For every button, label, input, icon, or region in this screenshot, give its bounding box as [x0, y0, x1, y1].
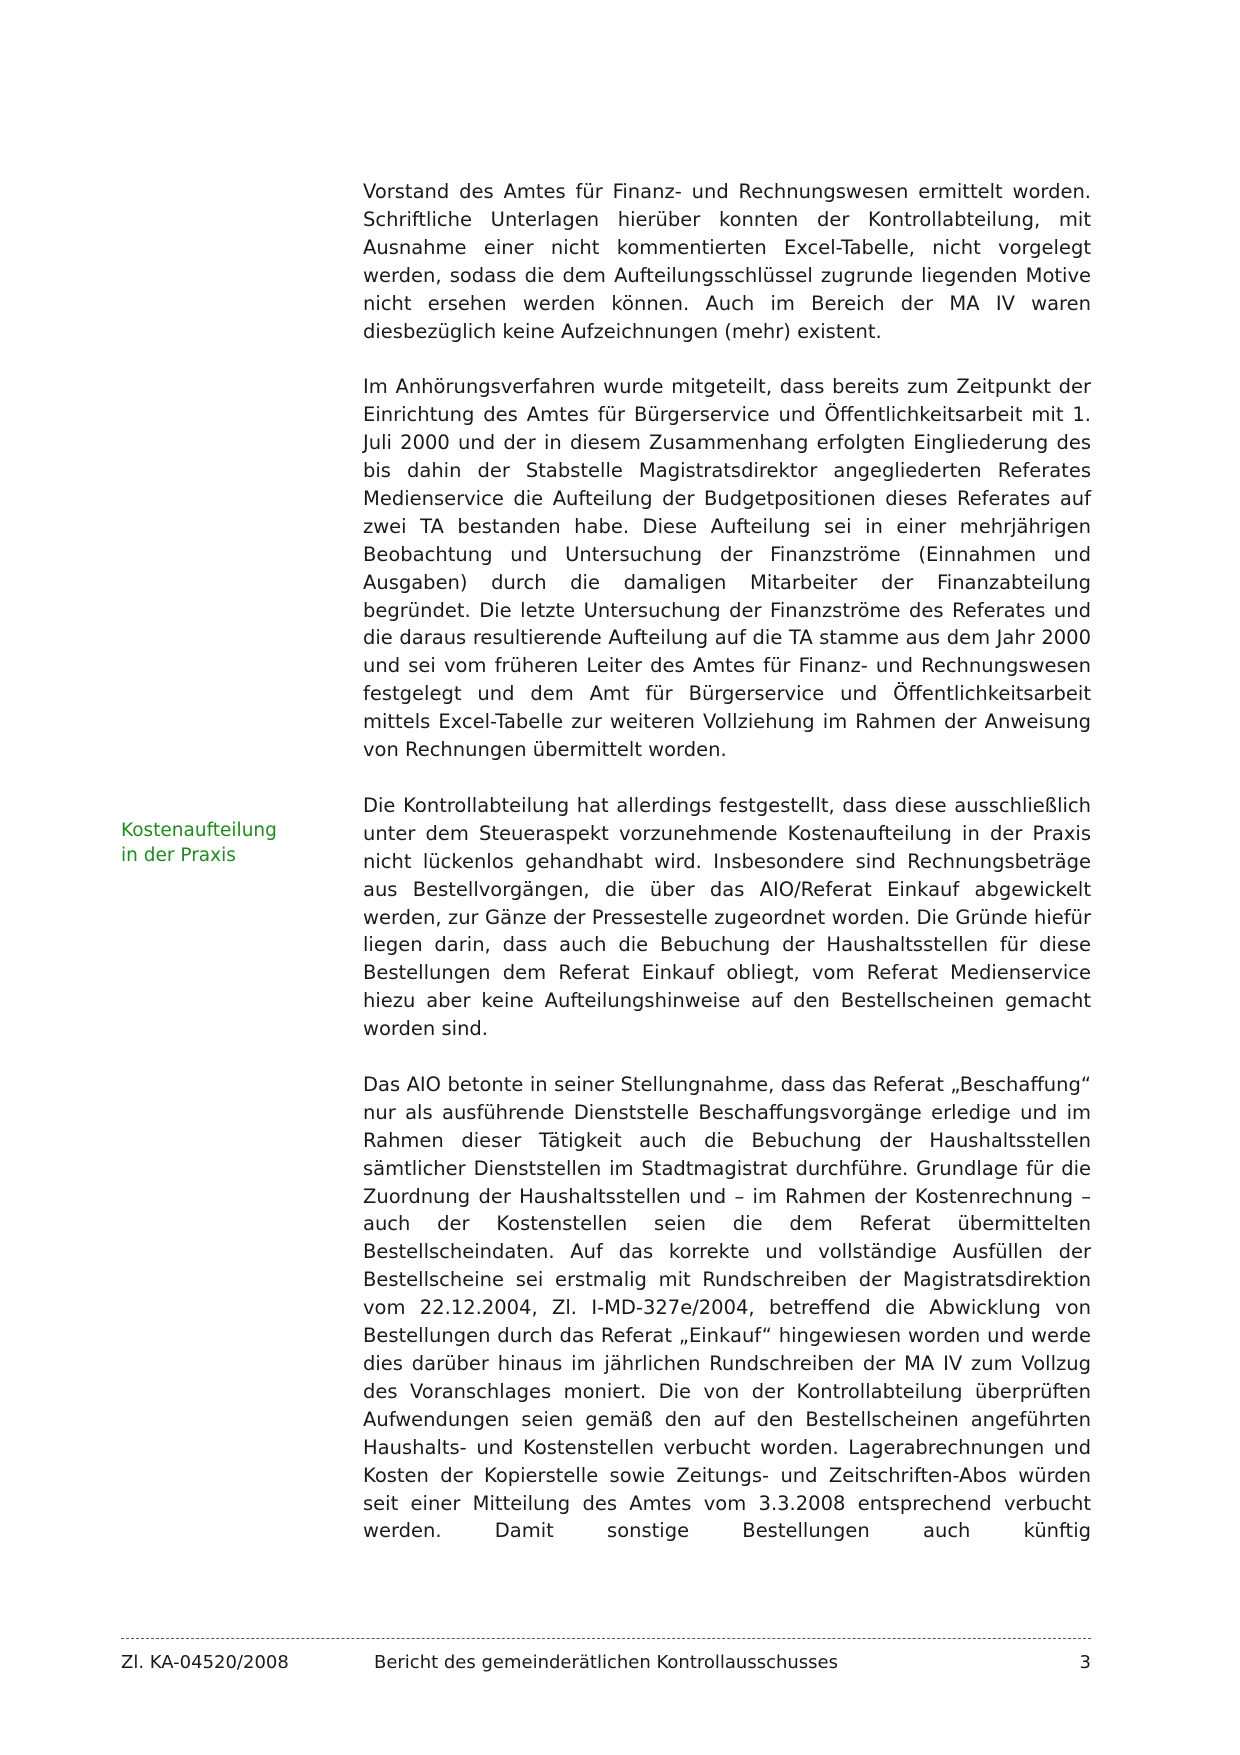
main-text-column: [363, 178, 1091, 1545]
body-paragraph: Die Kontrollabteilung hat allerdings festgestellt, dass diese ausschließlich unter dem Steueraspekt vorzunehmende Kostenaufteilung in der Praxis nicht lückenlos gehandhabt wird. Insbesondere sind Rechnungsbeträge aus Bestellvorgängen, die über das AIO/Referat Einkauf abgewickelt werden, zur Gänze der Pressestelle zugeordnet worden. Die Gründe hiefür liegen darin, dass auch die Bebuchung der Haushaltsstellen für diese Bestellungen dem Referat Einkauf obliegt, vom Referat Medienservice hiezu aber keine Aufteilungshinweise auf den Bestellscheinen gemacht worden sind.: [363, 793, 1091, 1041]
footer-divider: [121, 1638, 1091, 1639]
page-number: 3: [1079, 1652, 1091, 1673]
body-paragraph: Das AIO betonte in seiner Stellungnahme, dass das Referat „Beschaffung“ nur als ausführende Dienststelle Beschaffungsvorgänge erledige und im Rahmen dieser Tätigkeit auch die Bebuchung der Haushaltsstellen sämtlicher Dienststellen im Stadtmagistrat durchführe. Grundlage für die Zuordnung der Haushaltsstellen und – im Rahmen der Kostenrechnung – auch der Kostenstellen seien die dem Referat übermittelten Bestellscheindaten. Auf das korrekte und vollständige Ausfüllen der Bestellscheine sei erstmalig mit Rundschreiben der Magistratsdirektion vom 22.12.2004, Zl. I-MD-327e/2004, betreffend die Abwicklung von Bestellungen durch das Referat „Einkauf“ hingewiesen worden und werde dies darüber hinaus im jährlichen Rundschreiben der MA IV zum Vollzug des Voranschlages moniert. Die von der Kontrollabteilung überprüften Aufwendungen seien gemäß den auf den Bestellscheinen angeführten Haushalts- und Kostenstellen verbucht worden. Lagerabrechnungen und Kosten der Kopierstelle sowie Zeitungs- und Zeitschriften-Abos würden seit einer Mitteilung des Amtes vom 3.3.2008 entsprechend verbucht werden. Damit sonstige Bestellungen auch künftig: [363, 1072, 1091, 1543]
body-paragraph: Im Anhörungsverfahren wurde mitgeteilt, dass bereits zum Zeitpunkt der Einrichtung des Amtes für Bürgerservice und Öffentlichkeitsarbeit mit 1. Juli 2000 und der in diesem Zusammenhang erfolgten Eingliederung des bis dahin der Stabstelle Magistratsdirektor angegliederten Referates Medienservice die Aufteilung der Budgetpositionen dieses Referates auf zwei TA bestanden habe. Diese Aufteilung sei in einer mehrjährigen Beobachtung und Untersuchung der Finanzströme (Einnahmen und Ausgaben) durch die damaligen Mitarbeiter der Finanzabteilung begründet. Die letzte Untersuchung der Finanzströme des Referates und die daraus resultierende Aufteilung auf die TA stamme aus dem Jahr 2000 und sei vom früheren Leiter des Amtes für Finanz- und Rechnungswesen festgelegt und dem Amt für Bürgerservice und Öffentlichkeitsarbeit mittels Excel-Tabelle zur weiteren Vollziehung im Rahmen der Anweisung von Rechnungen übermittelt worden.: [363, 375, 1091, 762]
body-paragraph: Vorstand des Amtes für Finanz- und Rechnungswesen ermittelt worden. Schriftliche Unterlagen hierüber konnten der Kontrollabteilung, mit Ausnahme einer nicht kommentierten Excel-Tabelle, nicht vorgelegt werden, sodass die dem Aufteilungsschlüssel zugrunde liegenden Motive nicht ersehen werden können. Auch im Bereich der MA IV waren diesbezüglich keine Aufzeichnungen (mehr) existent.: [363, 180, 1091, 343]
margin-heading: [121, 818, 341, 868]
footer-reference: Zl. KA-04520/2008: [121, 1652, 289, 1673]
margin-heading-line: in der Praxis: [121, 845, 236, 866]
page-footer: [121, 1650, 1091, 1676]
footer-title: Bericht des gemeinderätlichen Kontrollausschusses: [373, 1652, 839, 1673]
margin-heading-line: Kostenaufteilung: [121, 820, 277, 841]
